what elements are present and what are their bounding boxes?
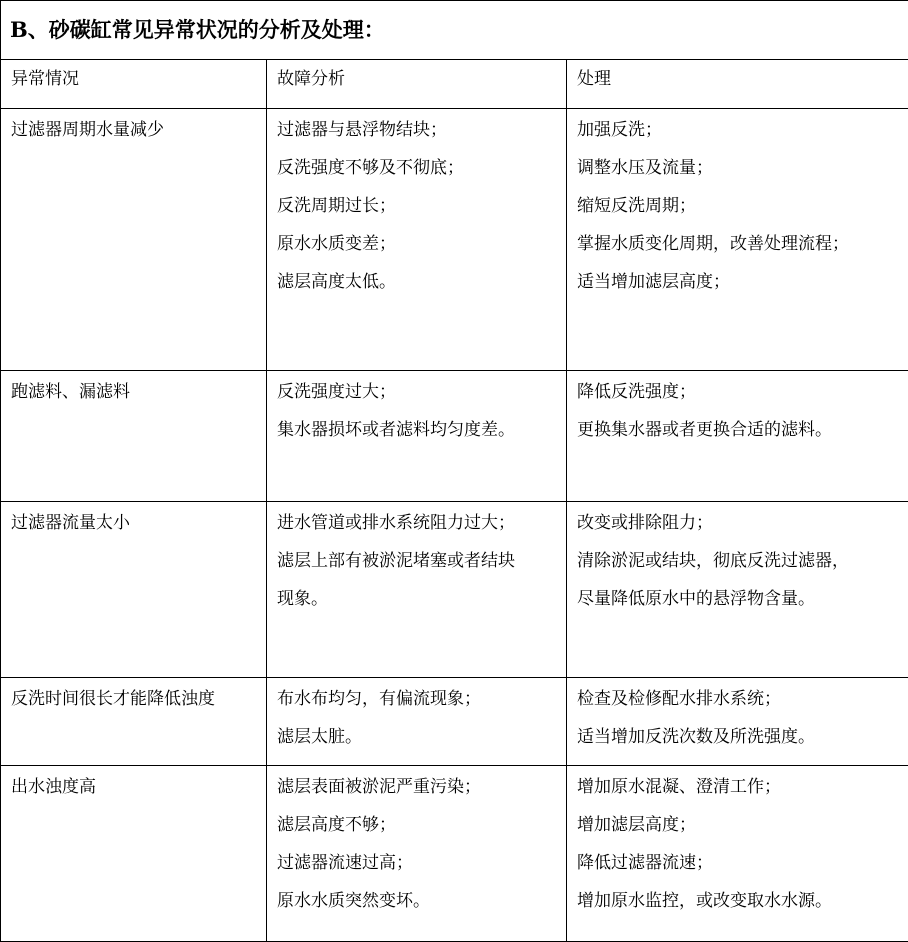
header-analysis: 故障分析 [267, 60, 567, 109]
header-solution: 处理 [567, 60, 908, 109]
issue-text: 过滤器流量太小 [11, 504, 266, 542]
solution-line: 调整水压及流量； [577, 149, 908, 187]
issue-text: 跑滤料、漏滤料 [11, 373, 266, 411]
solution-line: 检查及检修配水排水系统； [577, 680, 908, 718]
solution-cell [567, 766, 908, 942]
header-issue: 异常情况 [1, 60, 267, 109]
solution-line: 改变或排除阻力； [577, 504, 908, 542]
solution-line: 增加原水监控，或改变取水水源。 [577, 882, 908, 920]
solution-line: 适当增加反洗次数及所洗强度。 [577, 718, 908, 756]
analysis-line: 原水水质突然变坏。 [277, 882, 566, 920]
solution-cell [567, 678, 908, 766]
analysis-cell [267, 766, 567, 942]
analysis-line: 现象。 [277, 580, 566, 618]
issue-cell [1, 502, 267, 678]
analysis-line: 原水水质变差； [277, 225, 566, 263]
analysis-line: 滤层上部有被淤泥堵塞或者结块 [277, 542, 566, 580]
solution-line: 清除淤泥或结块，彻底反洗过滤器， [577, 542, 908, 580]
solution-line: 增加原水混凝、澄清工作； [577, 768, 908, 806]
title-cell [1, 1, 908, 60]
analysis-line: 反洗强度不够及不彻底； [277, 149, 566, 187]
issue-cell [1, 109, 267, 371]
analysis-line: 滤层太脏。 [277, 718, 566, 756]
solution-line: 降低反洗强度； [577, 373, 908, 411]
analysis-line: 反洗强度过大； [277, 373, 566, 411]
analysis-line: 反洗周期过长； [277, 187, 566, 225]
solution-line: 掌握水质变化周期，改善处理流程； [577, 225, 908, 263]
issue-text: 反洗时间很长才能降低浊度 [11, 680, 266, 718]
analysis-line: 过滤器流速过高； [277, 844, 566, 882]
analysis-line: 滤层高度太低。 [277, 263, 566, 301]
analysis-cell [267, 502, 567, 678]
table-row [1, 502, 908, 678]
analysis-cell [267, 678, 567, 766]
solution-line: 降低过滤器流速； [577, 844, 908, 882]
analysis-line: 布水布均匀，有偏流现象； [277, 680, 566, 718]
solution-cell [567, 109, 908, 371]
analysis-line: 滤层表面被淤泥严重污染； [277, 768, 566, 806]
header-row [1, 60, 908, 109]
table-row [1, 766, 908, 942]
solution-line: 更换集水器或者更换合适的滤料。 [577, 411, 908, 449]
solution-cell [567, 371, 908, 502]
analysis-line: 集水器损坏或者滤料均匀度差。 [277, 411, 566, 449]
analysis-line: 滤层高度不够； [277, 806, 566, 844]
solution-line: 缩短反洗周期； [577, 187, 908, 225]
issue-text: 出水浊度高 [11, 768, 266, 806]
solution-line: 增加滤层高度； [577, 806, 908, 844]
issue-cell [1, 766, 267, 942]
table-row [1, 109, 908, 371]
analysis-line: 进水管道或排水系统阻力过大； [277, 504, 566, 542]
analysis-cell [267, 109, 567, 371]
solution-line: 加强反洗； [577, 111, 908, 149]
issue-text: 过滤器周期水量减少 [11, 111, 266, 149]
solution-line: 尽量降低原水中的悬浮物含量。 [577, 580, 908, 618]
table-row [1, 678, 908, 766]
solution-cell [567, 502, 908, 678]
page-title: B、砂碳缸常见异常状况的分析及处理： [1, 1, 908, 59]
analysis-cell [267, 371, 567, 502]
solution-line: 适当增加滤层高度； [577, 263, 908, 301]
issue-cell [1, 371, 267, 502]
analysis-line: 过滤器与悬浮物结块； [277, 111, 566, 149]
issue-cell [1, 678, 267, 766]
table-row [1, 371, 908, 502]
